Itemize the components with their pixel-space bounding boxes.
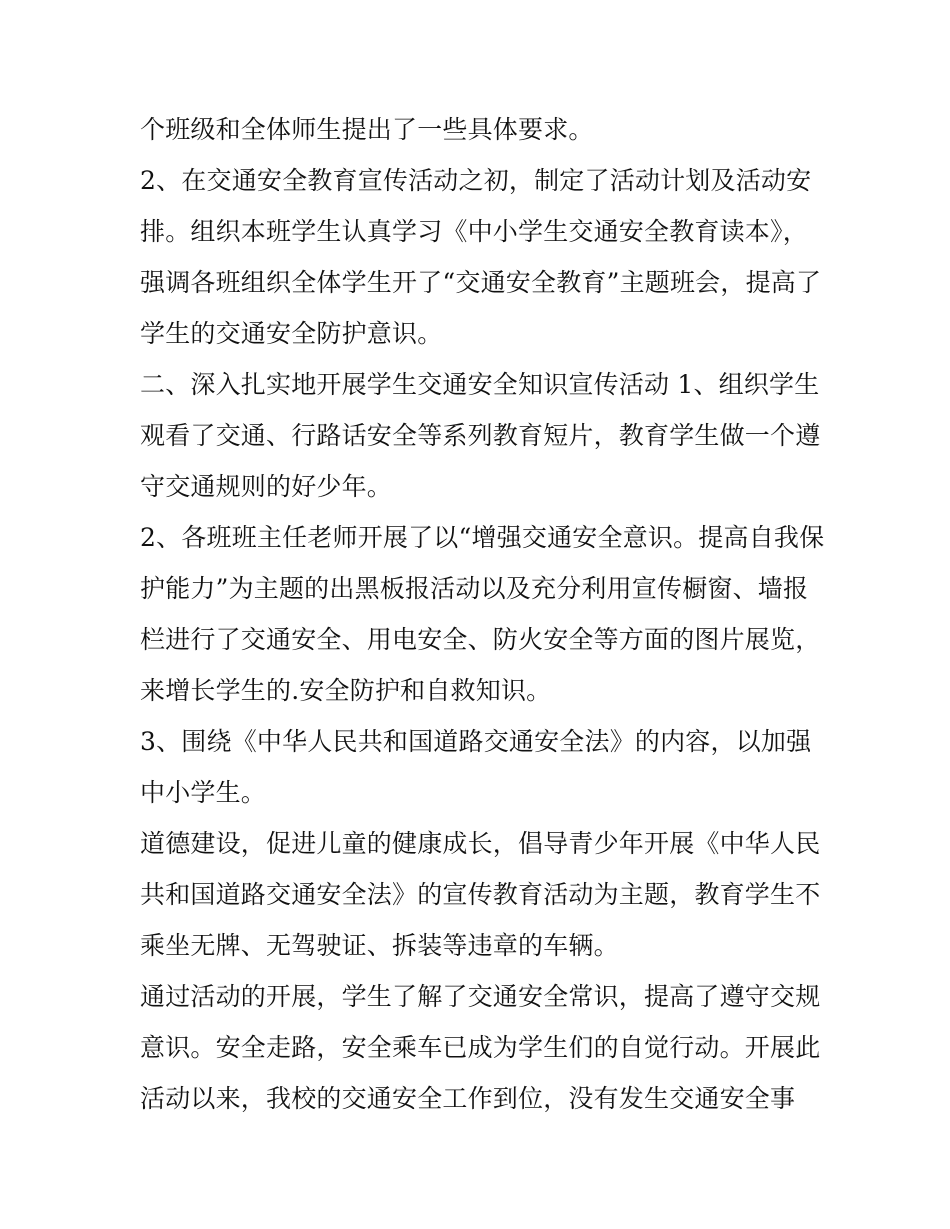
text-line: 共和国道路交通安全法》的宣传教育活动为主题，教育学生不 xyxy=(140,880,821,909)
text-line: 强调各班组织全体学生开了“交通安全教育”主题班会，提高了 xyxy=(140,268,822,297)
text-line: 学生的交通安全防护意识。 xyxy=(140,319,443,348)
text-line: 2、各班班主任老师开展了以“增强交通安全意识。提高自我保 xyxy=(140,523,825,552)
text-line: 道德建设，促进儿童的健康成长，倡导青少年开展《中华人民 xyxy=(140,829,821,858)
text-line: 护能力”为主题的出黑板报活动以及充分利用宣传橱窗、墙报 xyxy=(140,574,809,603)
text-line: 2、在交通安全教育宣传活动之初，制定了活动计划及活动安 xyxy=(140,166,812,195)
text-line: 个班级和全体师生提出了一些具体要求。 xyxy=(140,115,594,144)
text-line: 守交通规则的好少年。 xyxy=(140,472,393,501)
text-line: 意识。安全走路，安全乘车已成为学生们的自觉行动。开展此 xyxy=(140,1033,821,1062)
text-line: 活动以来，我校的交通安全工作到位，没有发生交通安全事 xyxy=(140,1084,796,1113)
text-line: 排。组织本班学生认真学习《中小学生交通安全教育读本》， xyxy=(140,217,808,246)
document-body xyxy=(140,104,830,1124)
text-line: 观看了交通、行路话安全等系列教育短片，教育学生做一个遵 xyxy=(140,421,821,450)
text-line: 栏进行了交通安全、用电安全、防火安全等方面的图片展览， xyxy=(140,625,821,654)
text-line: 通过活动的开展，学生了解了交通安全常识，提高了遵守交规 xyxy=(140,982,821,1011)
text-line: 二、深入扎实地开展学生交通安全知识宣传活动 1、组织学生 xyxy=(140,370,820,399)
text-line: 中小学生。 xyxy=(140,778,267,807)
text-line: 3、围绕《中华人民共和国道路交通安全法》的内容，以加强 xyxy=(140,727,812,756)
text-line: 来增长学生的.安全防护和自救知识。 xyxy=(140,676,552,705)
text-line: 乘坐无牌、无驾驶证、拆装等违章的车辆。 xyxy=(140,931,619,960)
